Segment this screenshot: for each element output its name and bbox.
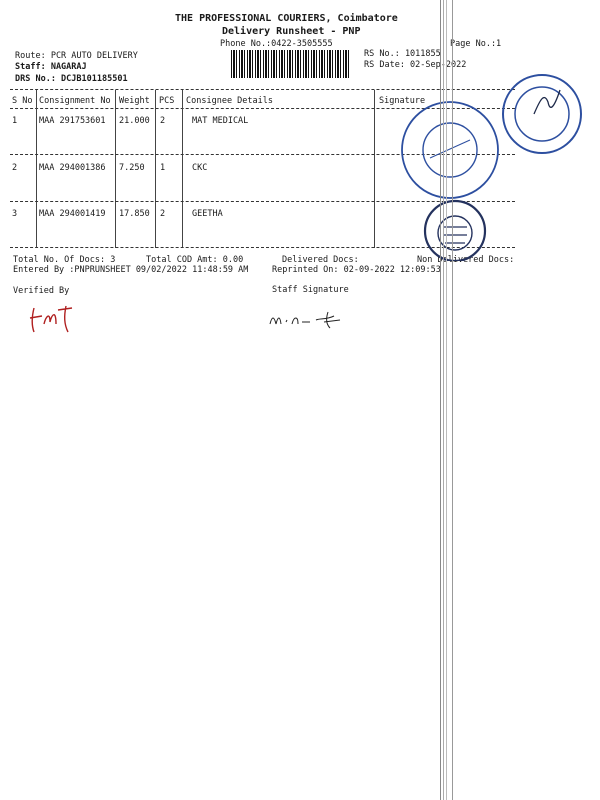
column-header-pcs: PCS [159,96,175,106]
reprinted-on: Reprinted On: 02-09-2022 12:09:53 [272,265,441,275]
row-consignment: MAA 294001386 [39,163,106,173]
row-sno: 2 [12,163,18,173]
row-consignment: MAA 294001419 [39,209,106,219]
column-header-weight: Weight [119,96,150,106]
row-consignee: CKC [192,163,208,173]
rs-date: RS Date: 02-Sep-2022 [364,60,467,70]
row-sno: 1 [12,116,18,126]
column-header-consignee: Consignee Details [186,96,273,106]
total-cod-amount: Total COD Amt: 0.00 [146,255,244,265]
drs-number: DRS No.: DCJB101185501 [15,74,128,84]
rs-number: RS No.: 1011855 [364,49,441,59]
verified-by-label: Verified By [13,286,70,296]
row-weight: 17.850 [119,209,150,219]
column-divider [155,90,156,248]
page-number: Page No.:1 [450,39,502,49]
staff-signature-label: Staff Signature [272,285,349,295]
row-weight: 21.000 [119,116,150,126]
route: Route: PCR AUTO DELIVERY [15,51,138,61]
row-weight: 7.250 [119,163,145,173]
row-pcs: 2 [160,116,166,126]
document-title: Delivery Runsheet - PNP [222,26,361,37]
row-sno: 3 [12,209,18,219]
column-divider [182,90,183,248]
row-pcs: 2 [160,209,166,219]
non-delivered-docs: Non Delivered Docs: [417,255,515,265]
scan-artifact-line [440,0,441,800]
total-docs: Total No. Of Docs: 3 [13,255,116,265]
company-name: THE PROFESSIONAL COURIERS, Coimbatore [175,13,398,24]
delivered-docs: Delivered Docs: [282,255,359,265]
column-header-sno: S No [12,96,33,106]
row-pcs: 1 [160,163,166,173]
staff-signature-scribble [268,308,358,330]
column-divider [115,90,116,248]
row-consignment: MAA 291753601 [39,116,106,126]
pharma-stamp [415,197,495,261]
row-consignee: GEETHA [192,209,223,219]
verified-signature-scribble [28,302,84,336]
column-header-consignment: Consignment No [39,96,111,106]
phone-number: Phone No.:0422-3505555 [220,39,333,49]
row-consignee: MAT MEDICAL [192,116,249,126]
courier-office-stamp [394,100,506,200]
staff-name: Staff: NAGARAJ [15,62,87,72]
column-divider [374,90,375,248]
column-header-signature: Signature [379,96,426,106]
entered-by: Entered By :PNPRUNSHEET 09/02/2022 11:48:59 AM [13,265,249,275]
scan-artifact-line [443,0,444,800]
column-divider [36,90,37,248]
scan-artifact-line [452,0,453,800]
medical-store-stamp [500,72,584,156]
scan-artifact-line [446,0,447,800]
barcode [231,50,349,78]
